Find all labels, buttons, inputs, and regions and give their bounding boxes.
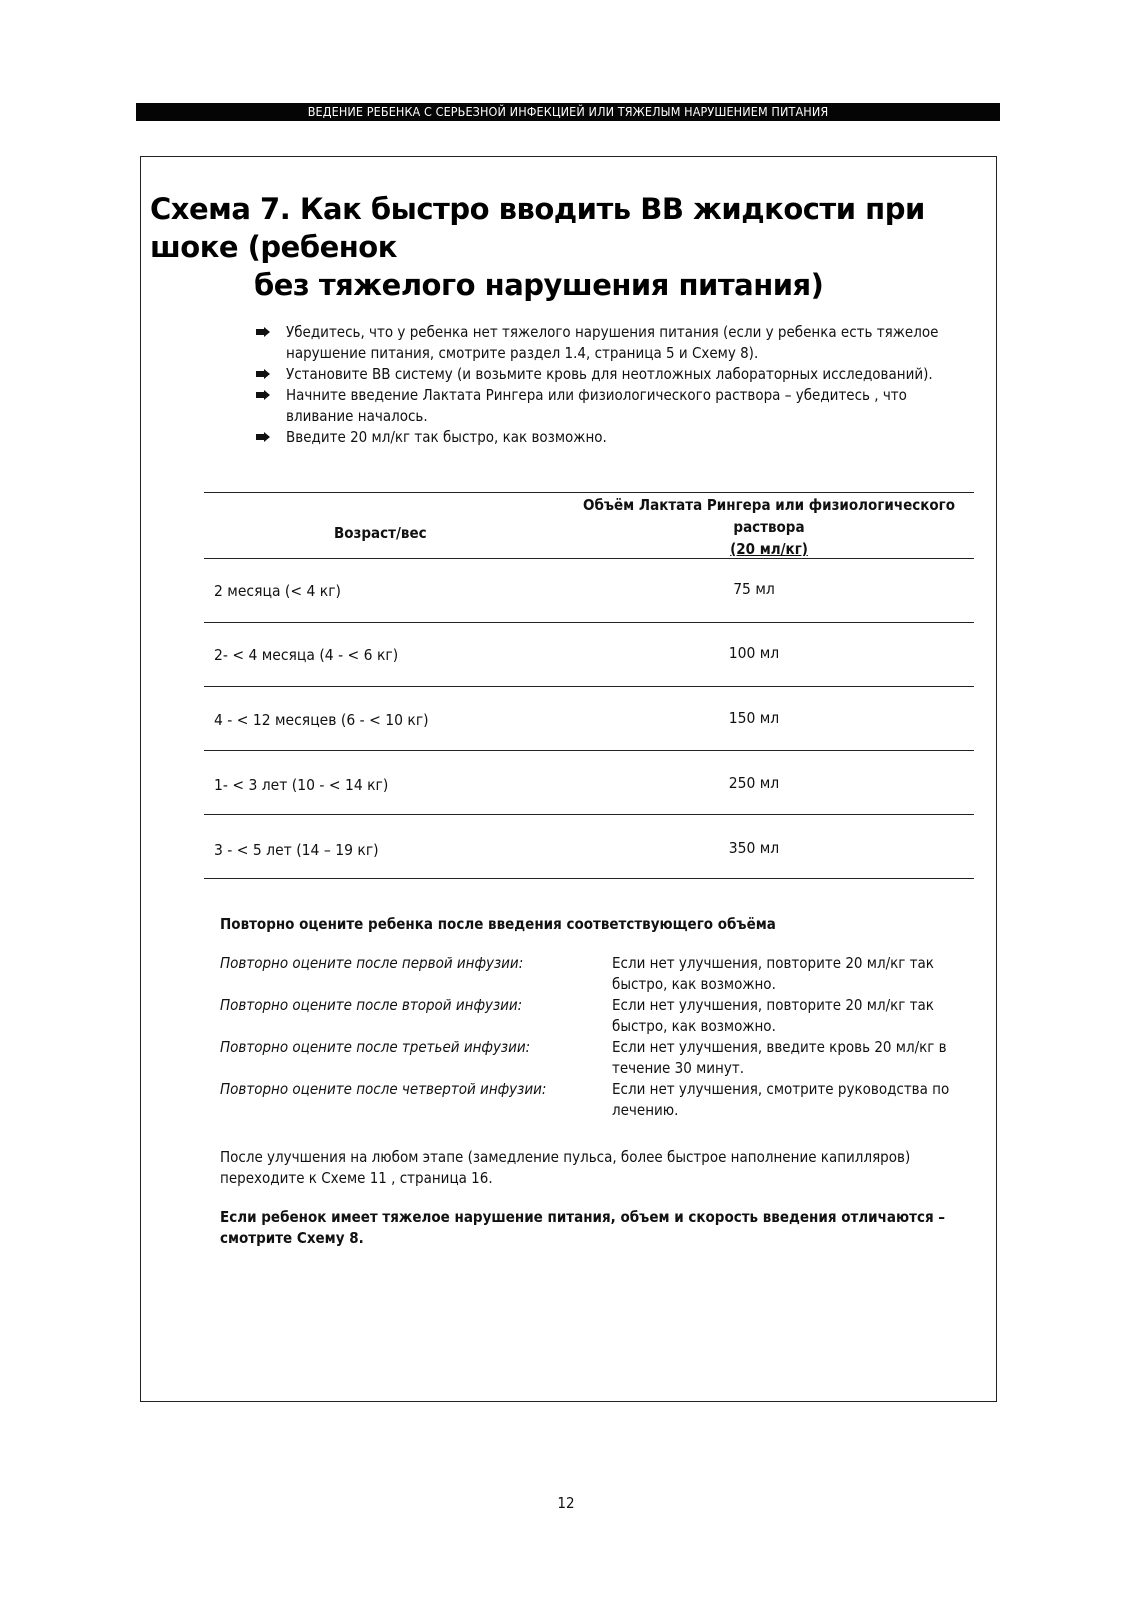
arrow-bullet-icon [256, 369, 270, 379]
table-row-rule [204, 622, 974, 623]
list-item [256, 385, 976, 427]
malnutrition-warning: Если ребенок имеет тяжелое нарушение питания, объем и скорость введения отличаются – смотрите Схему 8. [220, 1208, 946, 1247]
table-cell-age: 1- < 3 лет (10 - < 14 кг) [214, 776, 389, 794]
table-cell-age: 2- < 4 месяца (4 - < 6 кг) [214, 646, 399, 664]
list-item [220, 953, 960, 995]
table-header-rule [204, 558, 974, 559]
step-text: Убедитесь, что у ребенка нет тяжелого нарушения питания (если у ребенка есть тяжелое нарушение питания, смотрите раздел 1.4, страница 5 и Схему 8). [286, 323, 939, 362]
reassess-heading: Повторно оцените ребенка после введения соответствующего объёма [220, 915, 776, 933]
table-top-rule [204, 492, 974, 493]
reassess-action: Если нет улучшения, повторите 20 мл/кг так быстро, как возможно. [612, 996, 934, 1035]
list-item [256, 364, 976, 385]
steps-list [256, 322, 976, 448]
table-cell-age: 3 - < 5 лет (14 – 19 кг) [214, 841, 379, 859]
reassess-when: Повторно оцените после третьей инфузии: [220, 1038, 531, 1056]
table-cell-age: 2 месяца (< 4 кг) [214, 582, 341, 600]
reassess-action: Если нет улучшения, повторите 20 мл/кг так быстро, как возможно. [612, 954, 934, 993]
table-bottom-rule [204, 878, 974, 879]
table-cell-age: 4 - < 12 месяцев (6 - < 10 кг) [214, 711, 429, 729]
list-item [220, 995, 960, 1037]
column-header-volume-unit: (20 мл/кг) [730, 540, 808, 558]
reassess-action: Если нет улучшения, смотрите руководства по лечению. [612, 1080, 950, 1119]
table-row-rule [204, 814, 974, 815]
list-item [220, 1079, 960, 1121]
reassess-when: Повторно оцените после второй инфузии: [220, 996, 523, 1014]
column-header-volume-line2: раствора [733, 518, 805, 536]
arrow-bullet-icon [256, 390, 270, 400]
table-cell-volume: 350 мл [728, 839, 780, 857]
table-cell-volume: 75 мл [733, 580, 775, 598]
reassess-when: Повторно оцените после первой инфузии: [220, 954, 524, 972]
scheme-title [150, 190, 990, 304]
table-row-rule [204, 686, 974, 687]
after-improvement-text: После улучшения на любом этапе (замедление пульса, более быстрое наполнение капилляров) переходите к Схеме 11 , страница 16. [220, 1148, 911, 1187]
list-item [220, 1037, 960, 1079]
scheme-title-line2: без тяжелого нарушения питания) [254, 268, 824, 302]
table-cell-volume: 250 мл [728, 774, 780, 792]
table-cell-volume: 100 мл [728, 644, 780, 662]
running-header: ВЕДЕНИЕ РЕБЕНКА С СЕРЬЕЗНОЙ ИНФЕКЦИЕЙ ИЛИ ТЯЖЕЛЫМ НАРУШЕНИЕМ ПИТАНИЯ [136, 103, 1000, 121]
column-header-volume-line1: Объём Лактата Рингера или физиологического [582, 496, 956, 514]
reassess-when: Повторно оцените после четвертой инфузии: [220, 1080, 547, 1098]
table-row-rule [204, 750, 974, 751]
arrow-bullet-icon [256, 327, 270, 337]
list-item [256, 427, 976, 448]
table-cell-volume: 150 мл [728, 709, 780, 727]
column-header-volume [564, 494, 974, 560]
step-text: Установите ВВ систему (и возьмите кровь для неотложных лабораторных исследований). [286, 365, 933, 383]
reassess-action: Если нет улучшения, введите кровь 20 мл/кг в течение 30 минут. [612, 1038, 947, 1077]
arrow-bullet-icon [256, 432, 270, 442]
page-number: 12 [557, 1494, 575, 1512]
column-header-age: Возраст/вес [334, 524, 427, 542]
scheme-title-line1: Схема 7. Как быстро вводить ВВ жидкости при шоке (ребенок [150, 192, 925, 264]
step-text: Введите 20 мл/кг так быстро, как возможно. [286, 428, 607, 446]
reassess-list [220, 953, 960, 1121]
list-item [256, 322, 976, 364]
step-text: Начните введение Лактата Рингера или физиологического раствора – убедитесь , что вливание началось. [286, 386, 907, 425]
